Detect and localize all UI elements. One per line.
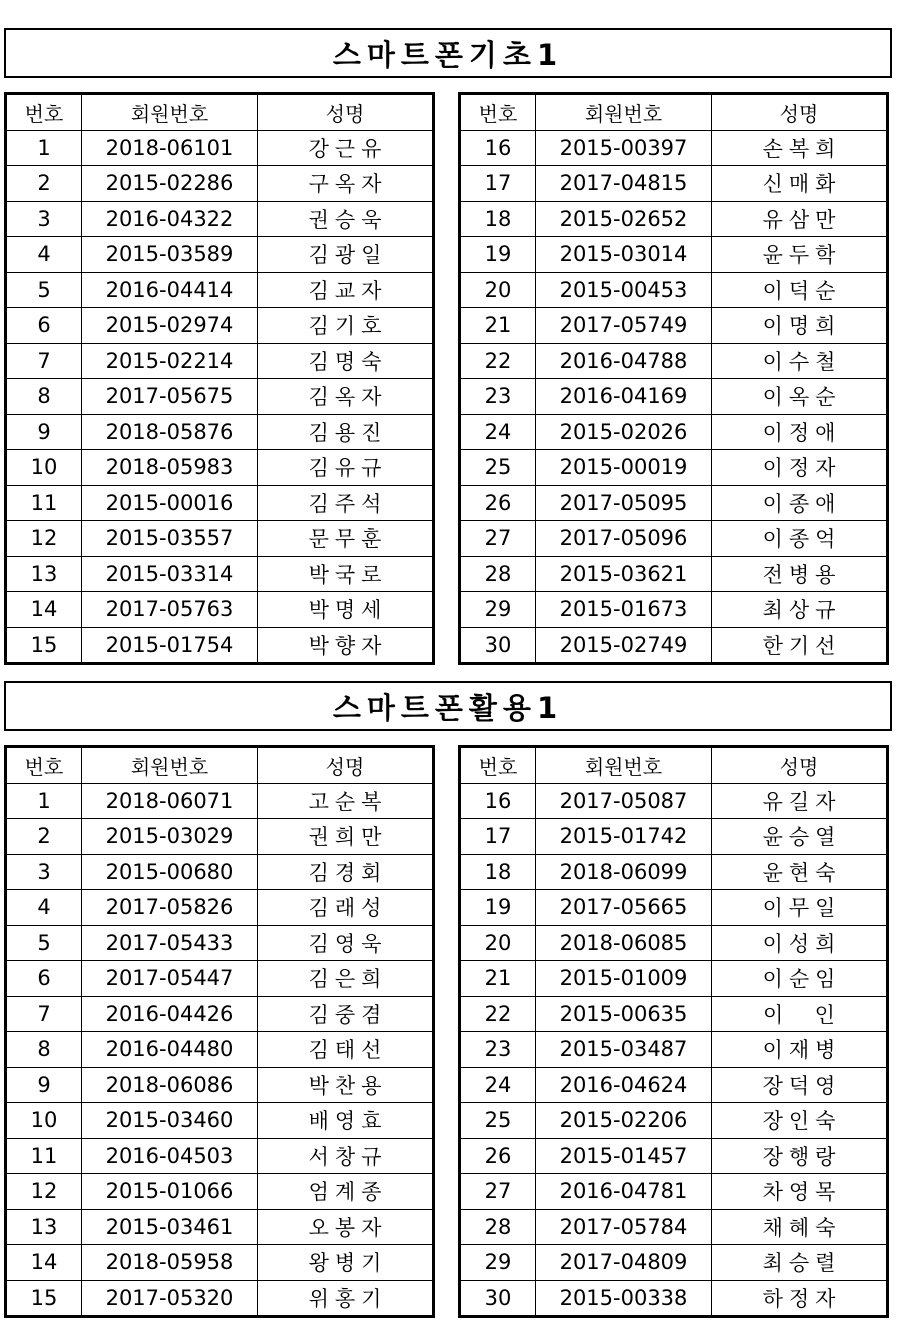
member-id: 2015-03460 — [82, 1103, 258, 1139]
table-header-row — [6, 747, 434, 784]
header-member-id: 회원번호 — [82, 747, 258, 784]
member-name: 강근유 — [258, 130, 434, 166]
member-id: 2017-04815 — [536, 166, 712, 202]
member-id: 2016-04480 — [82, 1032, 258, 1068]
member-name: 장인숙 — [712, 1103, 888, 1139]
table-row — [6, 379, 434, 415]
row-number: 24 — [460, 1067, 536, 1103]
row-number: 23 — [460, 379, 536, 415]
row-number: 18 — [460, 854, 536, 890]
member-id: 2015-02974 — [82, 308, 258, 344]
row-number: 21 — [460, 961, 536, 997]
member-id: 2015-00016 — [82, 485, 258, 521]
member-name: 박명세 — [258, 592, 434, 628]
member-id: 2015-03314 — [82, 556, 258, 592]
table-row — [6, 783, 434, 819]
table-row — [6, 1138, 434, 1174]
row-number: 11 — [6, 485, 82, 521]
member-name: 김광일 — [258, 237, 434, 273]
row-number: 26 — [460, 1138, 536, 1174]
table-row — [460, 237, 888, 273]
member-id: 2015-02286 — [82, 166, 258, 202]
member-id: 2018-05876 — [82, 414, 258, 450]
member-table-left — [4, 92, 435, 665]
table-row — [460, 1103, 888, 1139]
row-number: 29 — [460, 1245, 536, 1281]
table-row — [460, 961, 888, 997]
member-name: 이순임 — [712, 961, 888, 997]
member-id: 2018-06101 — [82, 130, 258, 166]
member-table-left — [4, 745, 435, 1318]
table-row — [6, 272, 434, 308]
table-row — [6, 308, 434, 344]
row-number: 5 — [6, 925, 82, 961]
table-row — [460, 450, 888, 486]
table-row — [6, 1174, 434, 1210]
member-name: 김교자 — [258, 272, 434, 308]
member-name: 윤승열 — [712, 819, 888, 855]
member-name: 이수철 — [712, 343, 888, 379]
member-id: 2018-06085 — [536, 925, 712, 961]
row-number: 27 — [460, 521, 536, 557]
member-id: 2017-05784 — [536, 1209, 712, 1245]
table-row — [6, 1245, 434, 1281]
row-number: 8 — [6, 379, 82, 415]
member-id: 2018-05983 — [82, 450, 258, 486]
member-id: 2017-05665 — [536, 890, 712, 926]
member-id: 2015-01742 — [536, 819, 712, 855]
row-number: 19 — [460, 237, 536, 273]
row-number: 9 — [6, 414, 82, 450]
member-id: 2017-05320 — [82, 1280, 258, 1317]
member-name: 이종억 — [712, 521, 888, 557]
row-number: 15 — [6, 627, 82, 664]
member-name: 신매화 — [712, 166, 888, 202]
member-name: 박향자 — [258, 627, 434, 664]
table-row — [460, 1138, 888, 1174]
header-member-id: 회원번호 — [536, 747, 712, 784]
member-name: 손복희 — [712, 130, 888, 166]
row-number: 10 — [6, 450, 82, 486]
row-number: 16 — [460, 783, 536, 819]
table-row — [460, 166, 888, 202]
member-name: 박국로 — [258, 556, 434, 592]
member-id: 2015-03461 — [82, 1209, 258, 1245]
member-name: 고순복 — [258, 783, 434, 819]
member-id: 2016-04322 — [82, 201, 258, 237]
member-name: 오봉자 — [258, 1209, 434, 1245]
row-number: 17 — [460, 166, 536, 202]
table-row — [6, 450, 434, 486]
member-id: 2015-03621 — [536, 556, 712, 592]
row-number: 26 — [460, 485, 536, 521]
member-id: 2015-02749 — [536, 627, 712, 664]
table-row — [460, 1032, 888, 1068]
header-name: 성명 — [712, 94, 888, 131]
row-number: 12 — [6, 521, 82, 557]
row-number: 19 — [460, 890, 536, 926]
row-number: 15 — [6, 1280, 82, 1317]
table-row — [460, 1245, 888, 1281]
member-name: 김명숙 — [258, 343, 434, 379]
member-id: 2018-06071 — [82, 783, 258, 819]
table-row — [460, 343, 888, 379]
table-row — [6, 521, 434, 557]
header-member-id: 회원번호 — [536, 94, 712, 131]
member-name: 이정애 — [712, 414, 888, 450]
table-row — [6, 925, 434, 961]
table-header-row — [460, 747, 888, 784]
member-name: 이덕순 — [712, 272, 888, 308]
member-name: 전병용 — [712, 556, 888, 592]
member-name: 위홍기 — [258, 1280, 434, 1317]
member-name: 김래성 — [258, 890, 434, 926]
section-title: 스마트폰활용1 — [4, 681, 892, 731]
table-row — [460, 592, 888, 628]
row-number: 18 — [460, 201, 536, 237]
table-row — [6, 592, 434, 628]
member-id: 2015-02206 — [536, 1103, 712, 1139]
table-row — [460, 308, 888, 344]
row-number: 27 — [460, 1174, 536, 1210]
member-name: 김은희 — [258, 961, 434, 997]
member-name: 김중겸 — [258, 996, 434, 1032]
member-name: 윤두학 — [712, 237, 888, 273]
row-number: 3 — [6, 854, 82, 890]
row-number: 21 — [460, 308, 536, 344]
row-number: 8 — [6, 1032, 82, 1068]
row-number: 23 — [460, 1032, 536, 1068]
header-number: 번호 — [6, 94, 82, 131]
row-number: 22 — [460, 996, 536, 1032]
table-row — [6, 1103, 434, 1139]
member-id: 2018-06086 — [82, 1067, 258, 1103]
member-name: 윤현숙 — [712, 854, 888, 890]
table-row — [6, 854, 434, 890]
table-row — [460, 1209, 888, 1245]
row-number: 10 — [6, 1103, 82, 1139]
header-name: 성명 — [712, 747, 888, 784]
member-name: 이명희 — [712, 308, 888, 344]
table-row — [460, 485, 888, 521]
member-id: 2017-05087 — [536, 783, 712, 819]
row-number: 11 — [6, 1138, 82, 1174]
row-number: 2 — [6, 819, 82, 855]
row-number: 4 — [6, 890, 82, 926]
header-name: 성명 — [258, 747, 434, 784]
member-id: 2017-05096 — [536, 521, 712, 557]
row-number: 13 — [6, 1209, 82, 1245]
member-name: 김영욱 — [258, 925, 434, 961]
table-row — [6, 961, 434, 997]
row-number: 30 — [460, 627, 536, 664]
member-id: 2015-00453 — [536, 272, 712, 308]
member-id: 2016-04781 — [536, 1174, 712, 1210]
row-number: 6 — [6, 308, 82, 344]
header-number: 번호 — [460, 747, 536, 784]
member-id: 2017-05095 — [536, 485, 712, 521]
member-id: 2015-02026 — [536, 414, 712, 450]
member-name: 김용진 — [258, 414, 434, 450]
member-name: 이성희 — [712, 925, 888, 961]
header-number: 번호 — [6, 747, 82, 784]
member-name: 권희만 — [258, 819, 434, 855]
table-row — [6, 556, 434, 592]
row-number: 1 — [6, 783, 82, 819]
member-id: 2015-01009 — [536, 961, 712, 997]
table-row — [460, 783, 888, 819]
table-row — [460, 201, 888, 237]
table-row — [6, 166, 434, 202]
member-name: 구옥자 — [258, 166, 434, 202]
member-id: 2015-00680 — [82, 854, 258, 890]
row-number: 4 — [6, 237, 82, 273]
table-row — [6, 890, 434, 926]
member-name: 김유규 — [258, 450, 434, 486]
table-row — [460, 819, 888, 855]
row-number: 20 — [460, 272, 536, 308]
member-name: 이무일 — [712, 890, 888, 926]
row-number: 28 — [460, 1209, 536, 1245]
row-number: 25 — [460, 1103, 536, 1139]
row-number: 2 — [6, 166, 82, 202]
table-row — [6, 996, 434, 1032]
member-name: 김주석 — [258, 485, 434, 521]
table-row — [6, 201, 434, 237]
table-row — [460, 996, 888, 1032]
member-name: 김기호 — [258, 308, 434, 344]
header-name: 성명 — [258, 94, 434, 131]
row-number: 16 — [460, 130, 536, 166]
table-row — [6, 343, 434, 379]
row-number: 1 — [6, 130, 82, 166]
member-id: 2015-01754 — [82, 627, 258, 664]
member-table-right — [458, 745, 889, 1318]
member-id: 2016-04503 — [82, 1138, 258, 1174]
member-name: 권승욱 — [258, 201, 434, 237]
table-row — [6, 237, 434, 273]
row-number: 28 — [460, 556, 536, 592]
row-number: 24 — [460, 414, 536, 450]
member-name: 이옥순 — [712, 379, 888, 415]
member-name: 김경회 — [258, 854, 434, 890]
member-id: 2016-04414 — [82, 272, 258, 308]
row-number: 3 — [6, 201, 82, 237]
row-number: 9 — [6, 1067, 82, 1103]
member-id: 2015-01457 — [536, 1138, 712, 1174]
table-row — [460, 414, 888, 450]
member-name: 이정자 — [712, 450, 888, 486]
row-number: 30 — [460, 1280, 536, 1317]
member-name: 유삼만 — [712, 201, 888, 237]
member-id: 2017-05675 — [82, 379, 258, 415]
member-id: 2015-01673 — [536, 592, 712, 628]
row-number: 6 — [6, 961, 82, 997]
table-row — [6, 1032, 434, 1068]
table-header-row — [460, 94, 888, 131]
member-name: 하정자 — [712, 1280, 888, 1317]
row-number: 5 — [6, 272, 82, 308]
member-name: 김태선 — [258, 1032, 434, 1068]
member-id: 2017-05826 — [82, 890, 258, 926]
table-row — [460, 854, 888, 890]
member-id: 2016-04788 — [536, 343, 712, 379]
member-name: 김옥자 — [258, 379, 434, 415]
table-row — [6, 130, 434, 166]
member-name: 차영목 — [712, 1174, 888, 1210]
member-name: 이종애 — [712, 485, 888, 521]
table-row — [6, 1209, 434, 1245]
header-member-id: 회원번호 — [82, 94, 258, 131]
member-name: 이재병 — [712, 1032, 888, 1068]
member-name: 최상규 — [712, 592, 888, 628]
table-row — [6, 414, 434, 450]
table-header-row — [6, 94, 434, 131]
table-row — [6, 1067, 434, 1103]
member-id: 2017-05749 — [536, 308, 712, 344]
member-id: 2015-00397 — [536, 130, 712, 166]
table-row — [460, 925, 888, 961]
member-id: 2015-00019 — [536, 450, 712, 486]
member-id: 2015-03029 — [82, 819, 258, 855]
member-id: 2018-06099 — [536, 854, 712, 890]
member-id: 2015-02652 — [536, 201, 712, 237]
member-name: 채혜숙 — [712, 1209, 888, 1245]
member-name: 서창규 — [258, 1138, 434, 1174]
table-row — [460, 890, 888, 926]
table-row — [460, 556, 888, 592]
row-number: 7 — [6, 996, 82, 1032]
member-name: 왕병기 — [258, 1245, 434, 1281]
header-number: 번호 — [460, 94, 536, 131]
row-number: 22 — [460, 343, 536, 379]
member-name: 장덕영 — [712, 1067, 888, 1103]
member-id: 2015-03014 — [536, 237, 712, 273]
row-number: 17 — [460, 819, 536, 855]
row-number: 14 — [6, 1245, 82, 1281]
member-id: 2017-05447 — [82, 961, 258, 997]
member-name: 박찬용 — [258, 1067, 434, 1103]
row-number: 20 — [460, 925, 536, 961]
table-row — [460, 521, 888, 557]
member-name: 이 인 — [712, 996, 888, 1032]
member-id: 2015-03589 — [82, 237, 258, 273]
section-title: 스마트폰기초1 — [4, 28, 892, 78]
member-id: 2015-03487 — [536, 1032, 712, 1068]
member-id: 2018-05958 — [82, 1245, 258, 1281]
member-id: 2017-05763 — [82, 592, 258, 628]
table-row — [460, 1174, 888, 1210]
table-row — [460, 1280, 888, 1317]
member-id: 2016-04624 — [536, 1067, 712, 1103]
member-id: 2015-00635 — [536, 996, 712, 1032]
member-id: 2015-00338 — [536, 1280, 712, 1317]
table-row — [460, 272, 888, 308]
member-name: 장행랑 — [712, 1138, 888, 1174]
member-id: 2016-04426 — [82, 996, 258, 1032]
member-id: 2015-02214 — [82, 343, 258, 379]
row-number: 14 — [6, 592, 82, 628]
member-name: 한기선 — [712, 627, 888, 664]
table-row — [6, 819, 434, 855]
table-row — [460, 130, 888, 166]
member-id: 2016-04169 — [536, 379, 712, 415]
table-row — [6, 1280, 434, 1317]
row-number: 13 — [6, 556, 82, 592]
row-number: 7 — [6, 343, 82, 379]
member-id: 2015-01066 — [82, 1174, 258, 1210]
member-name: 유길자 — [712, 783, 888, 819]
row-number: 25 — [460, 450, 536, 486]
table-row — [460, 379, 888, 415]
row-number: 29 — [460, 592, 536, 628]
member-table-right — [458, 92, 889, 665]
member-name: 배영효 — [258, 1103, 434, 1139]
member-name: 최승렬 — [712, 1245, 888, 1281]
table-row — [460, 627, 888, 664]
table-row — [6, 627, 434, 664]
member-name: 문무훈 — [258, 521, 434, 557]
table-row — [460, 1067, 888, 1103]
member-id: 2017-04809 — [536, 1245, 712, 1281]
member-id: 2015-03557 — [82, 521, 258, 557]
member-name: 엄계종 — [258, 1174, 434, 1210]
row-number: 12 — [6, 1174, 82, 1210]
table-row — [6, 485, 434, 521]
member-id: 2017-05433 — [82, 925, 258, 961]
